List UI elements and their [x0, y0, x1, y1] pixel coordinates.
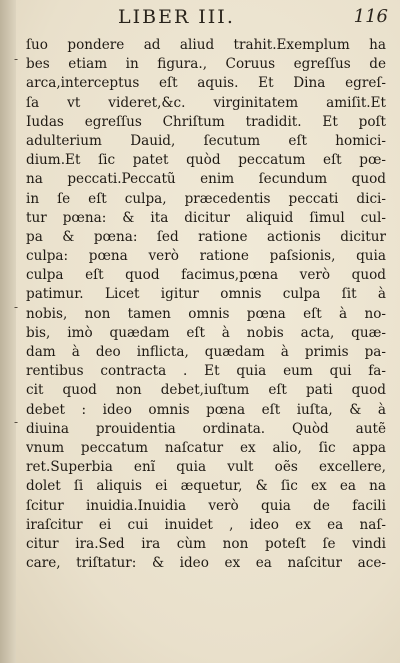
text-line: ſcitur inuidia.Inuidia verò quia de facili — [26, 497, 386, 514]
text-line: culpa eſt quod facimus,pœna verò quod — [26, 267, 386, 284]
text-line: patimur. Licet igitur omnis culpa ſit à — [26, 286, 386, 303]
margin-mark: - — [14, 52, 19, 66]
text-line: culpa: pœna verò ratione paſsionis, quia — [26, 248, 386, 265]
text-line: adulterium Dauid, ſecutum eſt homici- — [26, 132, 386, 149]
text-line: na peccati.Peccatũ enim ſecundum quod — [26, 171, 386, 188]
text-line: vnum peccatum naſcatur ex alio, ſic appa — [26, 439, 386, 456]
text-line: rentibus contracta . Et quia eum qui fa- — [26, 363, 386, 380]
body-text — [26, 36, 386, 573]
text-line: dolet ſi aliquis ei æquetur, & ſic ex ea na — [26, 478, 386, 495]
page-gutter — [0, 0, 19, 663]
text-line: ſuo pondere ad aliud trahit.Exemplum ha — [26, 37, 386, 53]
page-header — [0, 6, 400, 32]
text-line: iraſcitur ei cui inuidet , ideo ex ea naſ- — [26, 516, 386, 533]
text-line: pa & pœna: ſed ratione actionis dicitur — [26, 228, 386, 245]
text-line: cit quod non debet,iuſtum eſt pati quod — [26, 382, 386, 399]
text-line: in ſe eſt culpa, præcedentis peccati dici- — [26, 190, 386, 207]
text-line: bes etiam in figura., Coruus egreſſus de — [26, 56, 386, 73]
running-title: LIBER III. — [118, 6, 235, 28]
text-line: ſa vt videret,&c. virginitatem amiſit.Et — [26, 94, 386, 111]
text-line: Iudas egreſſus Chriſtum tradidit. Et poſt — [26, 113, 386, 130]
margin-mark: - — [14, 300, 19, 314]
text-line: nobis, non tamen omnis pœna eſt à no- — [26, 305, 386, 322]
text-line: tur pœna: & ita dicitur aliquid ſimul cul- — [26, 209, 386, 226]
text-line: diuina prouidentia ordinata. Quòd autẽ — [26, 420, 386, 437]
text-line: bis, imò quædam eſt à nobis acta, quæ- — [26, 324, 386, 341]
text-line: arca,interceptus eſt aquis. Et Dina egreſ- — [26, 75, 386, 92]
text-line: dium.Et ſic patet quòd peccatum eſt pœ- — [26, 152, 386, 169]
text-line: ret.Superbia enĩ quia vult oẽs excellere, — [26, 459, 386, 476]
margin-mark: - — [14, 415, 19, 429]
text-line: debet : ideo omnis pœna eſt iuſta, & à — [26, 401, 386, 418]
folio-number: 116 — [353, 6, 388, 27]
text-line: care, triſtatur: & ideo ex ea naſcitur ace- — [26, 555, 386, 572]
text-line: citur ira.Sed ira cùm non poteſt ſe vindi — [26, 535, 386, 552]
text-line: dam à deo inflicta, quædam à primis pa- — [26, 344, 386, 360]
